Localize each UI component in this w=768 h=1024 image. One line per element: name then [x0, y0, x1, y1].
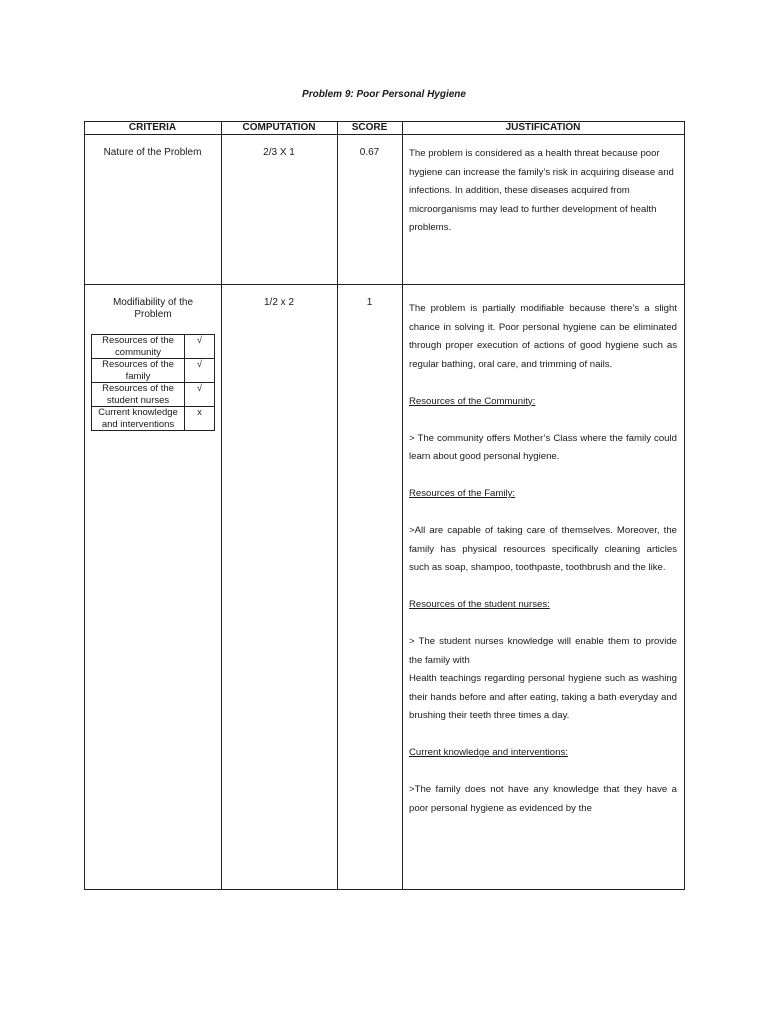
column-divider-1: [221, 121, 222, 890]
nurses-text-1: > The student nurses knowledge will enable them to provide the family with: [409, 636, 677, 666]
resource-row: [92, 383, 215, 407]
table-border-right: [684, 121, 685, 890]
header-divider: [84, 134, 684, 135]
nurses-heading: Resources of the student nurses:: [409, 599, 550, 610]
nurses-text-2: Health teachings regarding personal hygiene such as washing their hands before and after eating, taking a bath everyday and brushing their teeth three times a day.: [409, 673, 677, 721]
column-divider-3: [402, 121, 403, 890]
row2-criteria: Modifiability of the Problem: [112, 297, 194, 320]
resource-mark: √: [185, 383, 215, 407]
row1-justification: The problem is considered as a health threat because poor hygiene can increase the family’s risk in acquiring disease and infections. In addition, these diseases acquired from microorganisms may lead to further development of health problems.: [409, 148, 674, 233]
header-score: SCORE: [351, 122, 388, 133]
resource-mark: x: [185, 407, 215, 431]
family-heading: Resources of the Family:: [409, 488, 516, 499]
resource-mark: √: [185, 359, 215, 383]
family-text: >All are capable of taking care of themselves. Moreover, the family has physical resources specifically cleaning articles such as soap, shampoo, toothpaste, toothbrush and the like.: [409, 525, 677, 573]
row2-justification: [409, 300, 677, 818]
header-justification: JUSTIFICATION: [505, 122, 581, 133]
row-divider: [84, 284, 684, 285]
resource-mark: √: [185, 335, 215, 359]
modifiability-intro: The problem is partially modifiable because there’s a slight chance in solving it. Poor personal hygiene can be eliminated through proper execution of actions of good hygiene such as regular bathing, oral care, and trimming of nails.: [409, 303, 677, 370]
knowledge-heading: Current knowledge and interventions:: [409, 747, 568, 758]
community-heading: Resources of the Community:: [409, 395, 536, 407]
row1-score: 0.67: [359, 147, 380, 158]
document-title: Problem 9: Poor Personal Hygiene: [302, 89, 466, 100]
header-criteria: CRITERIA: [128, 122, 177, 133]
table-border-left: [84, 121, 85, 890]
resource-row: [92, 335, 215, 359]
resource-label: Resources of the community: [92, 335, 185, 359]
column-divider-2: [337, 121, 338, 890]
knowledge-text: >The family does not have any knowledge that they have a poor personal hygiene as evidenced by the: [409, 784, 677, 814]
community-text: > The community offers Mother’s Class where the family could learn about good personal hygiene.: [409, 432, 677, 462]
row2-computation: 1/2 x 2: [263, 297, 295, 308]
resource-label: Resources of the family: [92, 359, 185, 383]
resource-row: [92, 407, 215, 431]
resource-label: Current knowledge and interventions: [92, 407, 185, 431]
resources-table: [91, 334, 215, 431]
resource-label: Resources of the student nurses: [92, 383, 185, 407]
row1-criteria: Nature of the Problem: [103, 147, 202, 158]
row1-computation: 2/3 X 1: [263, 147, 295, 158]
header-computation: COMPUTATION: [242, 122, 316, 133]
table-border-bottom: [84, 889, 684, 890]
row2-score: 1: [366, 297, 373, 308]
resource-row: [92, 359, 215, 383]
